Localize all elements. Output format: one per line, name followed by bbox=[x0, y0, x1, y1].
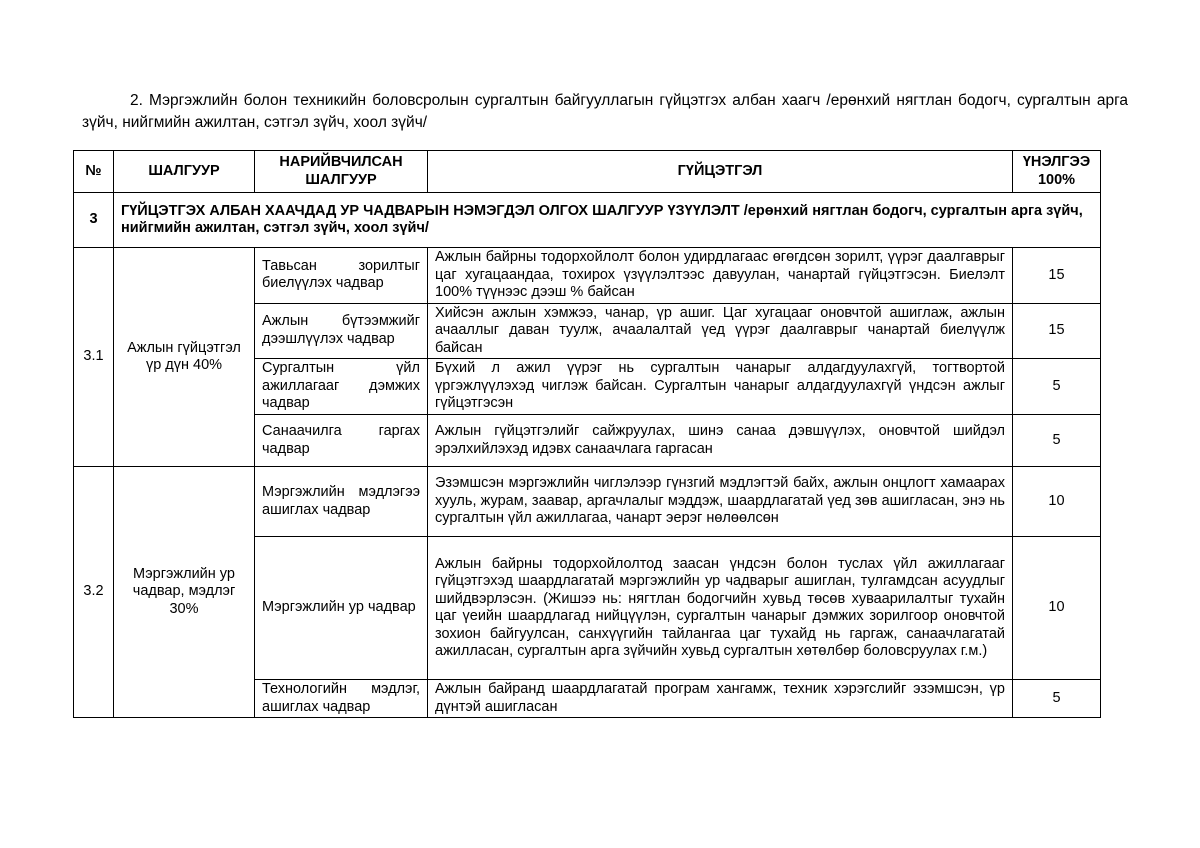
performance-cell: Ажлын гүйцэтгэлийг сайжруулах, шинэ санаа дэвшүүлэх, оновчтой шийдэл эрэлхийлэхэд идэвх санаачлага гаргасан bbox=[428, 415, 1013, 467]
group-num: 3.2 bbox=[74, 467, 114, 718]
evaluation-table bbox=[73, 150, 1101, 718]
group-criterion: Ажлын гүйцэтгэл үр дүн 40% bbox=[114, 248, 255, 467]
performance-cell: Ажлын байрны тодорхойлолт болон удирдлагаас өгөгдсөн зорилт, үүрэг даалгаврыг цаг хугацаандаа, тохирох үзүүлэлтээс давуулан, чанартай гүйцэтгэсэн. Биелэлт 100% түүнээс дээш % байсан bbox=[428, 248, 1013, 304]
score-cell: 10 bbox=[1013, 467, 1101, 537]
detail-cell: Технологийн мэдлэг, ашиглах чадвар bbox=[255, 680, 428, 718]
detail-cell: Тавьсан зорилтыг биелүүлэх чадвар bbox=[255, 248, 428, 304]
header-criterion: ШАЛГУУР bbox=[114, 151, 255, 193]
header-num: № bbox=[74, 151, 114, 193]
score-cell: 5 bbox=[1013, 680, 1101, 718]
score-cell: 5 bbox=[1013, 359, 1101, 415]
header-performance: ГҮЙЦЭТГЭЛ bbox=[428, 151, 1013, 193]
performance-cell: Хийсэн ажлын хэмжээ, чанар, үр ашиг. Цаг хугацааг оновчтой ашиглаж, ажлын ачааллыг даван туулж, ачаалалтай үед үүрэг даалгаврыг чанартай биелүүлж байсан bbox=[428, 303, 1013, 359]
performance-cell: Эзэмшсэн мэргэжлийн чиглэлээр гүнзгий мэдлэгтэй байх, ажлын онцлогт хамаарах хууль, журам, заавар, аргачлалыг мэддэж, шаардлагатай үед зөв ашигласан, энэ нь сургалтын үйл ажиллагаа, чанарт эерэг нөлөөлсөн bbox=[428, 467, 1013, 537]
score-cell: 5 bbox=[1013, 415, 1101, 467]
header-row bbox=[74, 151, 1101, 193]
detail-cell: Мэргэжлийн ур чадвар bbox=[255, 537, 428, 680]
detail-cell: Мэргэжлийн мэдлэгээ ашиглах чадвар bbox=[255, 467, 428, 537]
intro-text: 2. Мэргэжлийн болон техникийн боловсролын сургалтын байгууллагын гүйцэтгэх албан хаагч /ерөнхий нягтлан бодогч, сургалтын арга зүйч, нийгмийн ажилтан, сэтгэл зүйч, хоол зүйч/ bbox=[82, 92, 1128, 131]
detail-cell: Санаачилга гаргах чадвар bbox=[255, 415, 428, 467]
detail-cell: Ажлын бүтээмжийг дээшлүүлэх чадвар bbox=[255, 303, 428, 359]
score-cell: 15 bbox=[1013, 248, 1101, 304]
section-title: ГҮЙЦЭТГЭХ АЛБАН ХААЧДАД УР ЧАДВАРЫН НЭМЭГДЭЛ ОЛГОХ ШАЛГУУР ҮЗҮҮЛЭЛТ /ерөнхий нягтлан бодогч, сургалтын арга зүйч, нийгмийн ажилтан, сэтгэл зүйч, хоол зүйч/ bbox=[114, 193, 1101, 248]
intro-paragraph bbox=[82, 90, 1128, 134]
group-num: 3.1 bbox=[74, 248, 114, 467]
performance-cell: Бүхий л ажил үүрэг нь сургалтын чанарыг алдагдуулахгүй, тогтвортой үргэжлүүлэхэд чиглэж байсан. Сургалтын чанарыг алдагдуулахгүй үндсэн ажлыг гүйцэтгэсэн bbox=[428, 359, 1013, 415]
section-num: 3 bbox=[74, 193, 114, 248]
header-detail: НАРИЙВЧИЛСАН ШАЛГУУР bbox=[255, 151, 428, 193]
performance-cell: Ажлын байранд шаардлагатай програм хангамж, техник хэрэгслийг эзэмшсэн, үр дүнтэй ашигласан bbox=[428, 680, 1013, 718]
header-score: ҮНЭЛГЭЭ 100% bbox=[1013, 151, 1101, 193]
performance-cell: Ажлын байрны тодорхойлолтод заасан үндсэн болон туслах үйл ажиллагааг гүйцэтгэхэд шаардлагатай мэргэжлийн ур чадварыг ашиглан, тулгамдсан асуудлыг шийдвэрлэсэн. (Жишээ нь: нягтлан бодогчийн хувьд төсөв хуваарилалтыг тухайн цаг үеийн шаардлагад нийцүүлэн, сургалтын чанарыг дэмжих зорилгоор оновчтой зохион байгуулсан, санхүүгийн тайлангаа цаг тухайд нь гаргаж, санаачлагатай ажилласан, сургалтын арга зүйчийн хувьд сургалтын хөтөлбөр боловсруулах г.м.) bbox=[428, 537, 1013, 680]
section-row bbox=[74, 193, 1101, 248]
score-cell: 15 bbox=[1013, 303, 1101, 359]
table-row bbox=[74, 467, 1101, 537]
group-criterion: Мэргэжлийн ур чадвар, мэдлэг 30% bbox=[114, 467, 255, 718]
table-row bbox=[74, 248, 1101, 304]
detail-cell: Сургалтын үйл ажиллагааг дэмжих чадвар bbox=[255, 359, 428, 415]
score-cell: 10 bbox=[1013, 537, 1101, 680]
